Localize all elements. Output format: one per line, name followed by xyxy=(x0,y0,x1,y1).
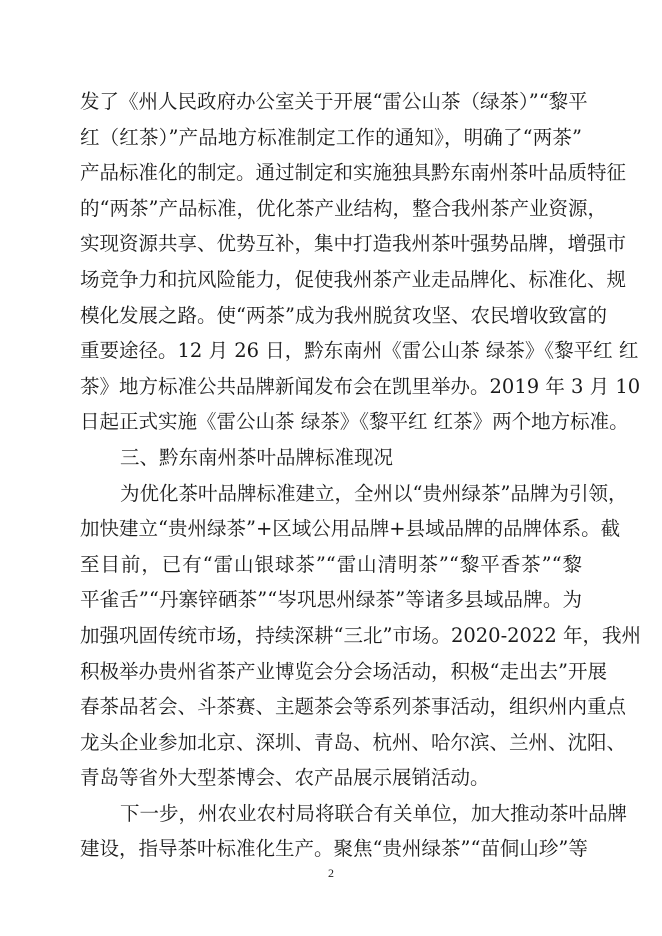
text-line: 平雀舌”“丹寨锌硒茶”“岑巩思州绿茶”等诸多县域品牌。为 xyxy=(80,588,582,612)
text-line: 重要途径。12 月 26 日，黔东南州《雷公山茶 绿茶》《黎平红 红 xyxy=(80,339,639,363)
text-line: 下一步，州农业农村局将联合有关单位，加大推动茶叶品牌 xyxy=(120,801,628,825)
section-heading: 三、黔东南州茶叶品牌标准现况 xyxy=(120,445,394,469)
paragraph-1 xyxy=(80,84,641,440)
text-line: 加强巩固传统市场，持续深耕“三北”市场。2020-2022 年，我州 xyxy=(80,623,641,647)
text-line: 加快建立“贵州绿茶”+区域公用品牌+县域品牌的品牌体系。截 xyxy=(80,517,621,541)
text-line: 模化发展之路。使“两茶”成为我州脱贫攻坚、农民增收致富的 xyxy=(80,303,607,327)
paragraph-3 xyxy=(80,796,628,867)
text-line: 建设，指导茶叶标准化生产。聚焦“贵州绿茶”“苗侗山珍”等 xyxy=(80,837,588,861)
text-line: 春茶品茗会、斗茶赛、主题茶会等系列茶事活动，组织州内重点 xyxy=(80,695,627,719)
text-line: 龙头企业参加北京、深圳、青岛、杭州、哈尔滨、兰州、沈阳、 xyxy=(80,730,627,754)
text-line: 实现资源共享、优势互补，集中打造我州茶叶强势品牌，增强市 xyxy=(80,232,627,256)
text-line: 青岛等省外大型茶博会、农产品展示展销活动。 xyxy=(80,766,490,790)
text-line: 的“两茶”产品标准，优化茶产业结构，整合我州茶产业资源， xyxy=(80,196,607,220)
paragraph-2 xyxy=(80,476,641,796)
text-line: 为优化茶叶品牌标准建立，全州以“贵州绿茶”品牌为引领， xyxy=(120,481,628,505)
text-line: 茶》地方标准公共品牌新闻发布会在凯里举办。2019 年 3 月 10 xyxy=(80,374,641,398)
text-line: 产品标准化的制定。通过制定和实施独具黔东南州茶叶品质特征 xyxy=(80,161,627,185)
text-line: 至目前，已有“雷山银球茶”“雷山清明茶”“黎平香茶”“黎 xyxy=(80,552,582,576)
text-line: 发了《州人民政府办公室关于开展“雷公山茶（绿茶）”“黎平 xyxy=(80,90,588,113)
document-page xyxy=(80,84,641,867)
text-line: 场竞争力和抗风险能力，促使我州茶产业走品牌化、标准化、规 xyxy=(80,267,627,291)
text-line: 积极举办贵州省茶产业博览会分会场活动，积极“走出去”开展 xyxy=(80,659,607,683)
text-line: 红（红茶）”产品地方标准制定工作的通知》，明确了“两茶” xyxy=(80,125,582,149)
text-line: 日起正式实施《雷公山茶 绿茶》《黎平红 红茶》两个地方标准。 xyxy=(80,410,629,434)
page-number: 2 xyxy=(328,866,334,880)
